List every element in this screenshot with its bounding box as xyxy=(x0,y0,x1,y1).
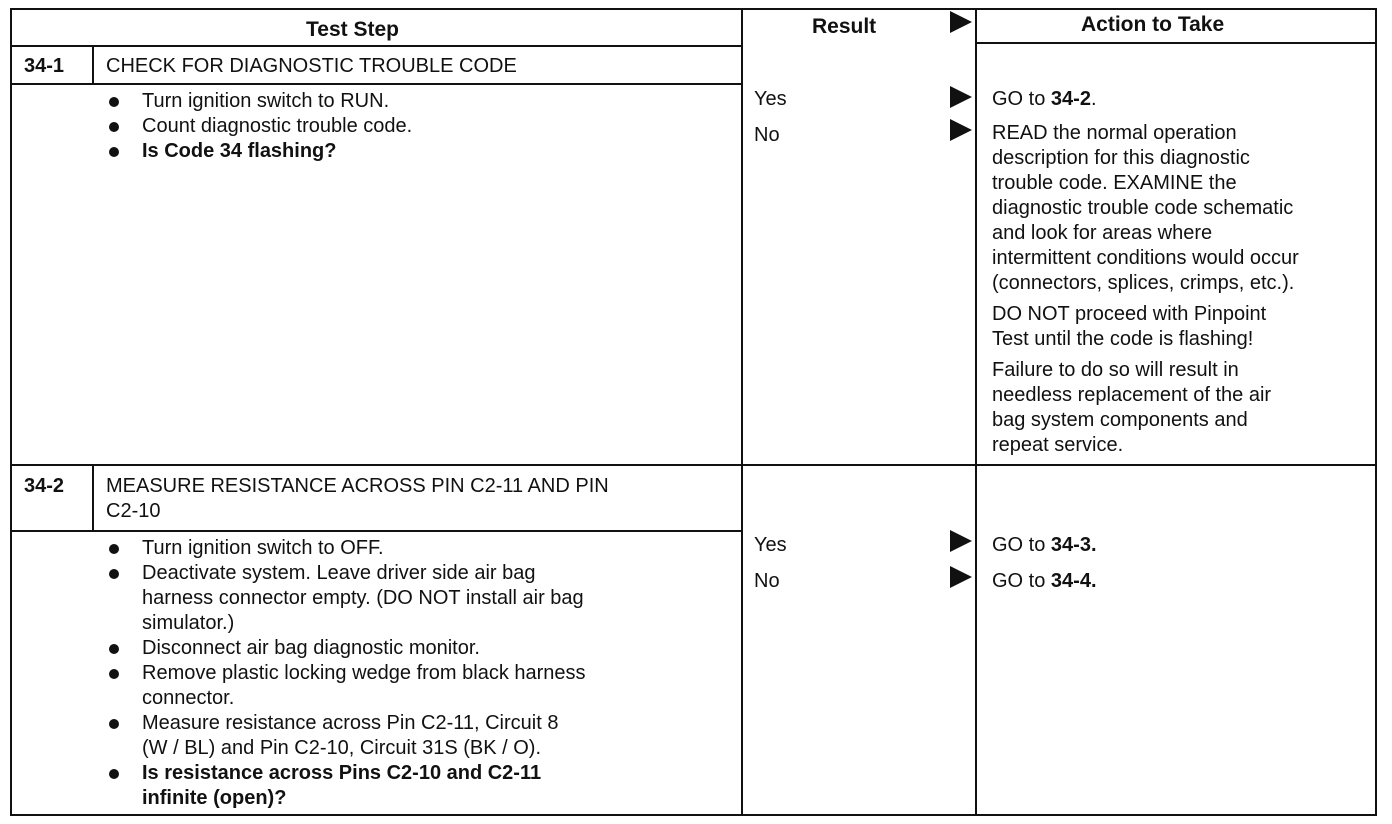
result-yes: Yes xyxy=(754,88,787,110)
list-item: Measure resistance across Pin C2-11, Circuit 8 (W / BL) and Pin C2-10, Circuit 31S (BK / O). xyxy=(104,711,586,761)
step-title-bottom-border xyxy=(10,83,743,85)
bullet-icon xyxy=(109,769,119,779)
action-no-text: READ the normal operation description for this diagnostic trouble code. EXAMINE the diagnostic trouble code schematic and look for areas where intermittent conditions would occur (connectors, splices, crimps, etc.). xyxy=(992,122,1299,294)
step-title: CHECK FOR DIAGNOSTIC TROUBLE CODE xyxy=(106,55,517,77)
header-bottom-border-right xyxy=(975,42,1377,44)
step-title: MEASURE RESISTANCE ACROSS PIN C2-11 AND PIN C2-10 xyxy=(106,475,609,522)
bullet-icon xyxy=(109,569,119,579)
step-id: 34-1 xyxy=(24,55,65,77)
action-yes: GO to 34-3. xyxy=(992,534,1097,556)
list-item: Turn ignition switch to RUN. xyxy=(104,89,412,114)
table-left-border xyxy=(10,8,12,816)
header-action: Action to Take xyxy=(1081,13,1225,36)
step-bullet-list xyxy=(104,89,412,164)
table-bottom-border xyxy=(10,814,1377,816)
step-id-divider xyxy=(92,45,94,83)
list-item: Count diagnostic trouble code. xyxy=(104,114,412,139)
list-item-question: Is resistance across Pins C2-10 and C2-11 infinite (open)? xyxy=(104,761,586,811)
result-arrow-icon xyxy=(950,566,972,588)
column-divider-action xyxy=(975,8,977,816)
result-no: No xyxy=(754,124,780,146)
table-top-border xyxy=(10,8,1377,10)
result-no: No xyxy=(754,570,780,592)
result-arrow-icon xyxy=(950,86,972,108)
list-item: Deactivate system. Leave driver side air bag harness connector empty. (DO NOT install air bag simulator.) xyxy=(104,561,586,636)
result-yes: Yes xyxy=(754,534,787,556)
list-item: Turn ignition switch to OFF. xyxy=(104,536,586,561)
step-id-divider xyxy=(92,464,94,532)
action-yes: GO to 34-2. xyxy=(992,88,1097,110)
step-bullet-list xyxy=(104,536,586,811)
header-result: Result xyxy=(812,15,877,38)
list-item-question: Is Code 34 flashing? xyxy=(104,139,412,164)
action-warning: DO NOT proceed with Pinpoint Test until the code is flashing! xyxy=(992,303,1267,350)
bullet-icon xyxy=(109,644,119,654)
bullet-icon xyxy=(109,544,119,554)
bullet-icon xyxy=(109,97,119,107)
step-id: 34-2 xyxy=(24,475,65,497)
header-bottom-border xyxy=(10,45,743,47)
column-divider-result xyxy=(741,8,743,816)
action-no-block xyxy=(992,121,1382,464)
action-warning: Failure to do so will result in needless replacement of the air bag system components and repeat service. xyxy=(992,359,1272,456)
step-separator xyxy=(10,464,1377,466)
action-no: GO to 34-4. xyxy=(992,570,1097,592)
header-test-step: Test Step xyxy=(306,18,399,41)
bullet-icon xyxy=(109,122,119,132)
bullet-icon xyxy=(109,147,119,157)
bullet-icon xyxy=(109,669,119,679)
result-arrow-icon xyxy=(950,530,972,552)
list-item: Disconnect air bag diagnostic monitor. xyxy=(104,636,586,661)
list-item: Remove plastic locking wedge from black harness connector. xyxy=(104,661,586,711)
step-title-bottom-border xyxy=(10,530,743,532)
header-arrow-icon xyxy=(950,11,972,33)
result-arrow-icon xyxy=(950,119,972,141)
bullet-icon xyxy=(109,719,119,729)
